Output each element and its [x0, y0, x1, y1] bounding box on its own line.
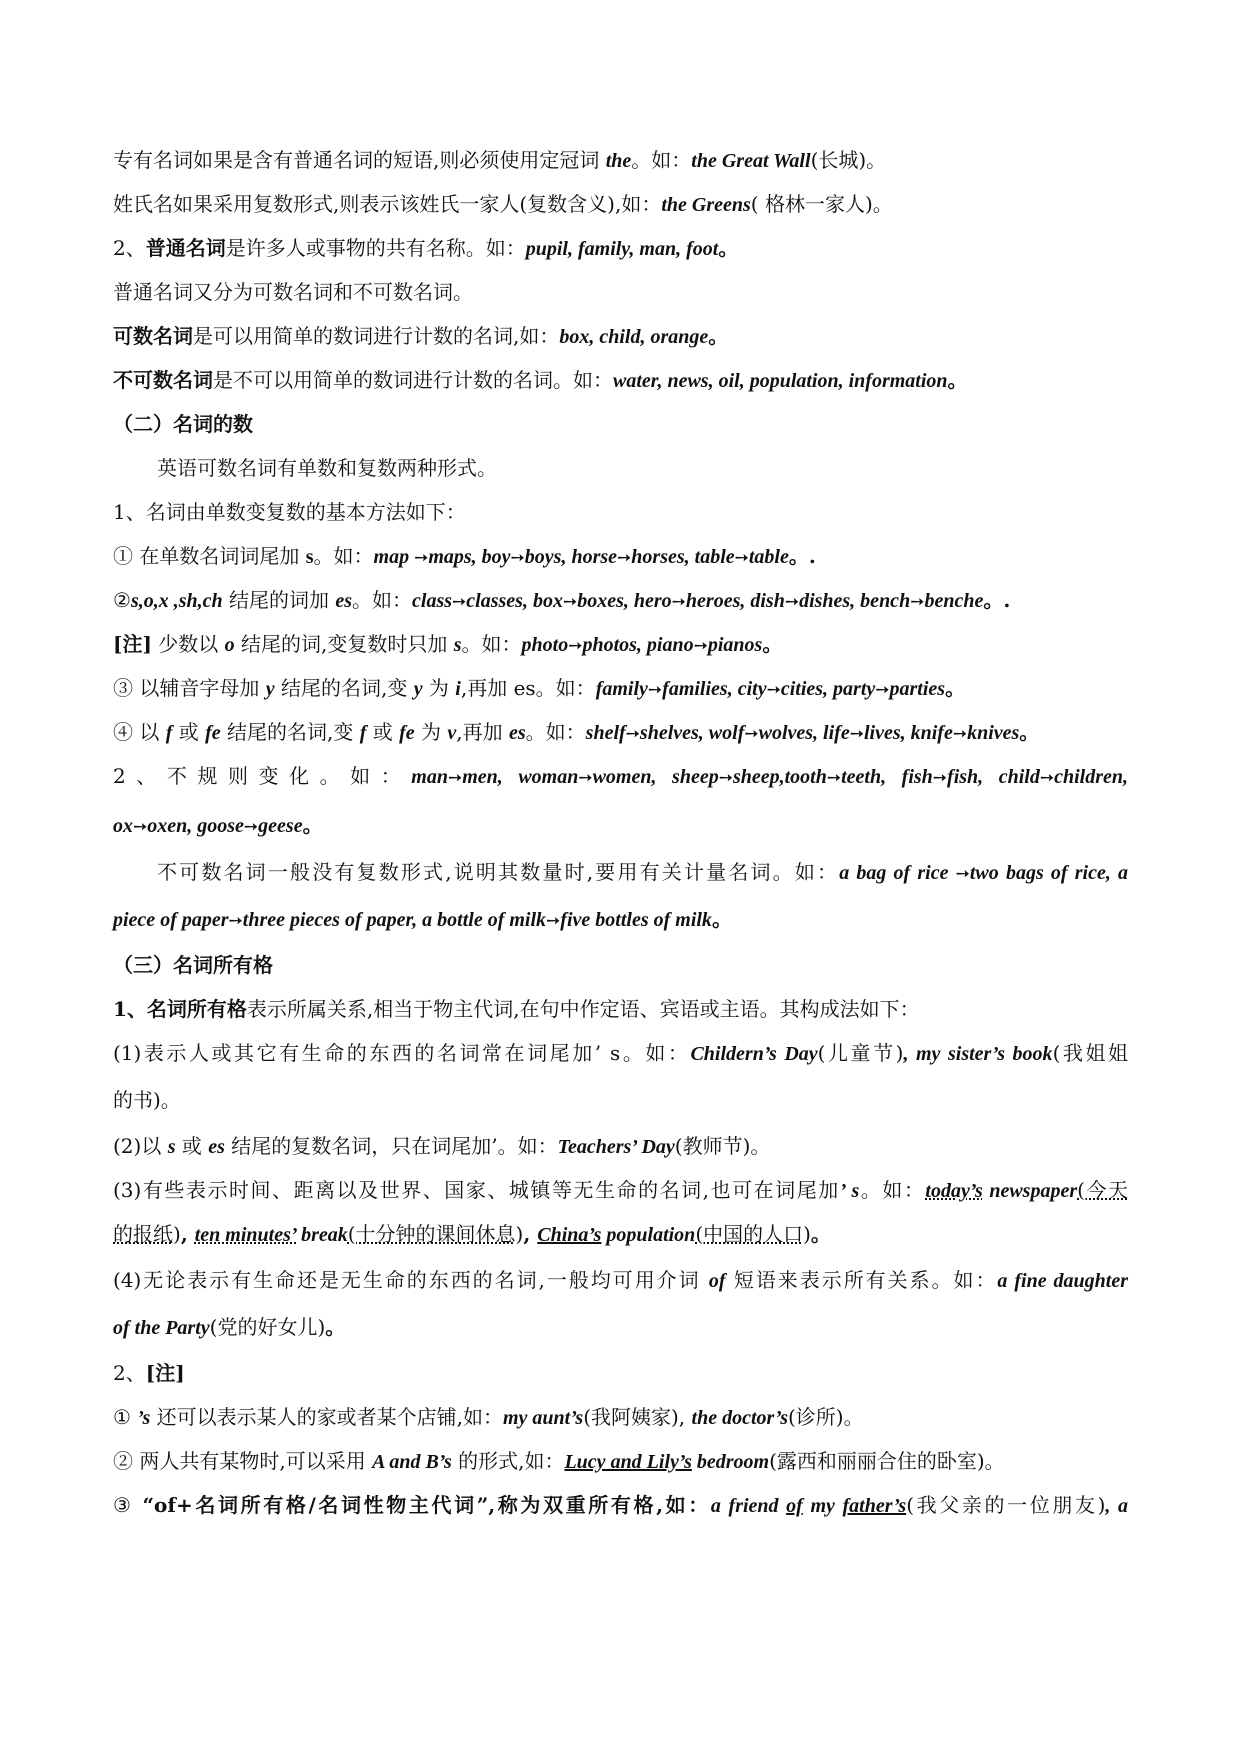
text: 还可以表示某人的家或者某个店铺,如： — [150, 1405, 503, 1429]
arrow-right-icon: ➙ — [647, 680, 663, 700]
arrow-right-icon: ➙ — [718, 768, 733, 788]
text: (1)表示人或其它有生命的东西的名词常在词尾加’ s。如： — [113, 1041, 691, 1065]
suffix: es — [335, 590, 353, 612]
arrow-right-icon: ➙ — [625, 724, 640, 744]
arrow-right-icon: ➙ — [414, 548, 429, 568]
example-en: children, — [1054, 766, 1128, 788]
text: 的形式,如： — [451, 1449, 565, 1473]
text: 。如： — [313, 544, 374, 568]
rule-line-possessive-2 — [113, 1133, 1128, 1160]
rule-line-irregular — [113, 763, 1128, 791]
text: ③ 以辅音字母加 — [113, 676, 266, 700]
example-en: China’s — [537, 1224, 602, 1246]
example-en: dishes, bench — [799, 590, 911, 612]
rule-line-possessive-3 — [113, 1177, 1128, 1204]
text: 或 — [175, 1134, 209, 1158]
text: 。如： — [859, 1178, 926, 1202]
arrow-right-icon: ➙ — [243, 817, 259, 837]
example-en: men, woman — [462, 766, 579, 788]
arrow-right-icon: ➙ — [910, 592, 925, 612]
note-line-o-ending — [113, 631, 1128, 659]
example-en: piece of paper — [113, 909, 229, 931]
text: ② — [113, 588, 131, 612]
suffix: s — [453, 634, 462, 656]
example-en: population — [601, 1224, 696, 1246]
text: 。 — [1019, 720, 1040, 744]
suffix: y — [265, 678, 275, 700]
example-en: table — [748, 546, 789, 568]
section-heading-possessive — [113, 952, 1128, 978]
example-en: ox — [113, 815, 133, 837]
text-line-uncountable-measure — [157, 859, 1128, 887]
example-en: three pieces of paper, a bottle of milk — [242, 909, 547, 931]
text: (2)以 — [113, 1134, 168, 1158]
example-en: horses, table — [631, 546, 735, 568]
document-page — [113, 0, 1128, 1754]
arrow-right-icon: ➙ — [546, 911, 561, 931]
arrow-right-icon: ➙ — [133, 817, 148, 837]
example-en: water, news, oil, population, information — [613, 370, 948, 392]
note-line-home-shop — [113, 1404, 1128, 1431]
arrow-right-icon: ➙ — [875, 680, 890, 700]
example-en: pupil, family, man, foot — [525, 238, 719, 260]
suffix: es — [509, 722, 526, 744]
example-en: A and B’s — [372, 1451, 452, 1473]
text: 少数以 — [151, 632, 225, 656]
rule-line-possessive-3-cont — [113, 1221, 1128, 1248]
text: 。 — [947, 368, 968, 392]
example-en: shelves, wolf — [639, 722, 745, 744]
example-en: geese — [258, 815, 303, 837]
example-en: the doctor’s — [691, 1407, 788, 1429]
text: (我阿姨家), — [583, 1405, 692, 1429]
example-en: Lucy and Lily’s — [564, 1451, 692, 1473]
suffix: o — [224, 634, 235, 656]
example-en: pianos — [707, 634, 763, 656]
suffix: es — [208, 1136, 225, 1158]
example-en: knives — [967, 722, 1020, 744]
arrow-right-icon: ➙ — [826, 768, 842, 788]
suffix: ’ s — [839, 1180, 860, 1202]
rule-line-add-es — [113, 587, 1128, 615]
text: (党的好女儿) — [209, 1315, 326, 1339]
rule-line-possessive-1-cont — [113, 1087, 1128, 1113]
example-en: ten minutes’ — [194, 1224, 297, 1246]
note-line-joint-ownership — [113, 1448, 1128, 1475]
text: 为 — [422, 676, 456, 700]
example-en: two bags of rice, a — [969, 862, 1128, 884]
rule-line-f-to-ves — [113, 719, 1128, 747]
text: ① 在单数名词词尾加 — [113, 544, 306, 568]
arrow-right-icon: ➙ — [568, 636, 583, 656]
arrow-right-icon: ➙ — [1039, 768, 1055, 788]
rule-line-possessive-4-cont — [113, 1314, 1128, 1341]
arrow-right-icon: ➙ — [784, 592, 800, 612]
suffix: s — [167, 1136, 176, 1158]
term: 普通名词 — [145, 236, 226, 260]
example-en: boxes, hero — [577, 590, 672, 612]
text: 专有名词如果是含有普通名词的短语,则必须使用定冠词 — [113, 148, 606, 172]
text: 。 — [711, 907, 732, 931]
text: 。 — [810, 1222, 831, 1246]
text: (3)有些表示时间、距离以及世界、国家、城镇等无生命的名词,也可在词尾加 — [113, 1178, 840, 1202]
text: (教师节)。 — [674, 1134, 771, 1158]
note-label: [注] — [145, 1361, 185, 1385]
text: 结尾的词,变复数时只加 — [234, 632, 454, 656]
rule-line-add-s — [113, 543, 1128, 571]
example-en: , my sister’s book — [903, 1043, 1053, 1065]
suffix: f — [359, 722, 367, 744]
text: 。. — [983, 588, 1011, 612]
example-en: sheep,tooth — [732, 766, 827, 788]
text: ① — [113, 1405, 138, 1429]
example-en: box, child, orange — [559, 326, 709, 348]
text: 。 — [325, 1315, 346, 1339]
example-en: family — [595, 678, 648, 700]
example-en: heroes, dish — [685, 590, 785, 612]
suffix: s,o,x ,sh,ch — [130, 590, 223, 612]
example-en: today’s — [925, 1180, 983, 1202]
example-en: , a — [1105, 1495, 1129, 1517]
arrow-right-icon: ➙ — [671, 592, 686, 612]
arrow-right-icon: ➙ — [932, 768, 948, 788]
suffix: fe — [205, 722, 221, 744]
example-en: shelf — [585, 722, 626, 744]
example-en: my — [802, 1495, 843, 1517]
text: 2、不规则变化。如： — [113, 764, 412, 788]
text: (长城)。 — [810, 148, 887, 172]
text-line-countable-noun — [113, 323, 1128, 350]
example-en: classes, box — [466, 590, 563, 612]
arrow-right-icon: ➙ — [734, 548, 749, 568]
list-number: 2、 — [113, 236, 146, 260]
text: 。 — [708, 324, 729, 348]
arrow-right-icon: ➙ — [510, 548, 525, 568]
note-line-double-possessive — [113, 1492, 1128, 1519]
text: 姓氏名如果采用复数形式,则表示该姓氏一家人(复数含义),如： — [113, 192, 662, 216]
text: 为 — [414, 720, 448, 744]
example-en: my aunt’s — [502, 1407, 584, 1429]
example-en: class — [412, 590, 453, 612]
text: ,再加 es。如： — [460, 676, 596, 700]
text: 的书)。 — [113, 1088, 181, 1112]
term: 可数名词 — [113, 324, 193, 348]
text: 1、名词由单数变复数的基本方法如下： — [113, 500, 466, 524]
arrow-right-icon: ➙ — [452, 592, 467, 612]
text: (儿童节) — [817, 1041, 904, 1065]
example-en: break — [296, 1224, 348, 1246]
text-line-countable-uncountable — [113, 279, 1128, 305]
arrow-right-icon: ➙ — [955, 864, 970, 884]
text-line-measure-examples — [113, 906, 1128, 934]
example-en: teeth, fish — [841, 766, 933, 788]
arrow-right-icon: ➙ — [952, 724, 968, 744]
text: (我姐姐 — [1052, 1041, 1128, 1065]
text: , — [180, 1222, 195, 1246]
arrow-right-icon: ➙ — [562, 592, 578, 612]
arrow-right-icon: ➙ — [228, 911, 243, 931]
example-en: of — [708, 1270, 726, 1292]
arrow-right-icon: ➙ — [693, 636, 708, 656]
arrow-right-icon: ➙ — [617, 548, 632, 568]
example-en: a fine daughter — [997, 1270, 1129, 1292]
text-line-proper-noun-phrase — [113, 147, 1128, 174]
term: 不可数名词 — [113, 368, 213, 392]
term: “of+名词所有格/名词性物主代词”,称为双重所有格,如： — [142, 1493, 711, 1517]
example-en: bedroom — [691, 1451, 770, 1473]
text: 。. — [788, 544, 816, 568]
text: ④ 以 — [113, 720, 166, 744]
text-line-basic-method — [113, 499, 1128, 525]
example-en: photos, piano — [582, 634, 694, 656]
text: 。 — [945, 676, 966, 700]
text: 不可数名词一般没有复数形式,说明其数量时,要用有关计量名词。如： — [157, 860, 840, 884]
text: (今天 — [1077, 1178, 1129, 1202]
term: 1、名词所有格 — [113, 997, 247, 1021]
text-line-uncountable-noun — [113, 367, 1128, 394]
section-heading-number — [113, 411, 1128, 437]
text: 。 — [762, 632, 783, 656]
text: 结尾的名词,变 — [274, 676, 414, 700]
suffix: s — [305, 546, 314, 568]
text-line-surname-plural — [113, 191, 1128, 218]
text: 或 — [366, 720, 400, 744]
example-en: a bag of rice — [839, 862, 956, 884]
text: 短语来表示所有关系。如： — [725, 1268, 998, 1292]
note-label: [注] — [113, 632, 152, 656]
rule-line-y-to-ies — [113, 675, 1128, 703]
text: (4)无论表示有生命还是无生命的东西的名词,一般均可用介词 — [113, 1268, 709, 1292]
text: (露西和丽丽合住的卧室)。 — [769, 1449, 1005, 1473]
suffix: f — [165, 722, 173, 744]
suffix: v — [447, 722, 457, 744]
arrow-right-icon: ➙ — [849, 724, 864, 744]
example-en: Childern’s Day — [690, 1043, 818, 1065]
note-heading-2 — [113, 1360, 1128, 1386]
text: 。 — [718, 236, 739, 260]
suffix: ’s — [137, 1407, 151, 1429]
text: ( 格林一家人)。 — [750, 192, 893, 216]
text: 结尾的名词,变 — [220, 720, 360, 744]
text: (十分钟的课间休息) — [347, 1222, 524, 1246]
heading: （三）名词所有格 — [113, 953, 273, 977]
text: 。 — [302, 813, 323, 837]
example-en: the Great Wall — [691, 150, 811, 172]
example-en: man — [411, 766, 448, 788]
text: 的报纸) — [113, 1222, 181, 1246]
text: ② 两人共有某物时,可以采用 — [113, 1449, 373, 1473]
example-en: fish, child — [947, 766, 1040, 788]
example-en: map — [373, 546, 415, 568]
arrow-right-icon: ➙ — [447, 768, 463, 788]
text: 。如： — [631, 148, 692, 172]
example-en: women, sheep — [592, 766, 719, 788]
example-en: five bottles of milk — [560, 909, 712, 931]
text: 是可以用简单的数词进行计数的名词,如： — [193, 324, 560, 348]
text: 是不可以用简单的数词进行计数的名词。如： — [213, 368, 613, 392]
example-en: parties — [889, 678, 946, 700]
text: 或 — [172, 720, 206, 744]
rule-line-possessive-1 — [113, 1040, 1128, 1067]
example-en: boys, horse — [524, 546, 618, 568]
text-line-two-forms — [157, 455, 1128, 481]
example-en: wolves, life — [758, 722, 850, 744]
text: 表示所属关系,相当于物主代词,在句中作定语、宾语或主语。其构成法如下： — [246, 997, 920, 1021]
text: 英语可数名词有单数和复数两种形式。 — [157, 456, 497, 480]
example-en: cities, party — [780, 678, 876, 700]
arrow-right-icon: ➙ — [766, 680, 781, 700]
heading: （二）名词的数 — [113, 412, 253, 436]
text: (我父亲的一位朋友) — [906, 1493, 1106, 1517]
example-en: lives, knife — [863, 722, 953, 744]
suffix: y — [413, 678, 423, 700]
text: ,再加 — [456, 720, 509, 744]
text: (中国的人口) — [695, 1222, 811, 1246]
rule-line-irregular-cont — [113, 812, 1128, 840]
example-en: oxen, goose — [147, 815, 244, 837]
suffix: fe — [399, 722, 415, 744]
example-en: families, city — [662, 678, 767, 700]
text: 结尾的词加 — [222, 588, 336, 612]
example-en: newspaper — [982, 1180, 1078, 1202]
text: 是许多人或事物的共有名称。如： — [225, 236, 526, 260]
text: (诊所)。 — [788, 1405, 864, 1429]
example-en: the — [605, 150, 632, 172]
text: 。如： — [525, 720, 586, 744]
text: 。如： — [352, 588, 413, 612]
arrow-right-icon: ➙ — [744, 724, 759, 744]
text: , — [523, 1222, 538, 1246]
suffix: i — [455, 678, 461, 700]
example-en: of the Party — [113, 1317, 210, 1339]
example-en: benche — [924, 590, 984, 612]
rule-line-possessive-4 — [113, 1267, 1128, 1294]
text: 普通名词又分为可数名词和不可数名词。 — [113, 280, 473, 304]
arrow-right-icon: ➙ — [578, 768, 593, 788]
text: 结尾的复数名词，只在词尾加’。如： — [224, 1134, 558, 1158]
example-en: the Greens — [661, 194, 751, 216]
text-line-common-noun — [113, 235, 1128, 262]
example-en: of — [786, 1495, 803, 1517]
example-en: photo — [521, 634, 569, 656]
example-en: a friend — [710, 1495, 787, 1517]
text-line-possessive-def — [113, 996, 1128, 1022]
example-en: Teachers’ Day — [557, 1136, 675, 1158]
example-en: father’s — [842, 1495, 907, 1517]
text: 。如： — [461, 632, 522, 656]
list-number: 2、 — [113, 1361, 146, 1385]
text: ③ — [113, 1493, 143, 1517]
example-en: maps, boy — [428, 546, 511, 568]
